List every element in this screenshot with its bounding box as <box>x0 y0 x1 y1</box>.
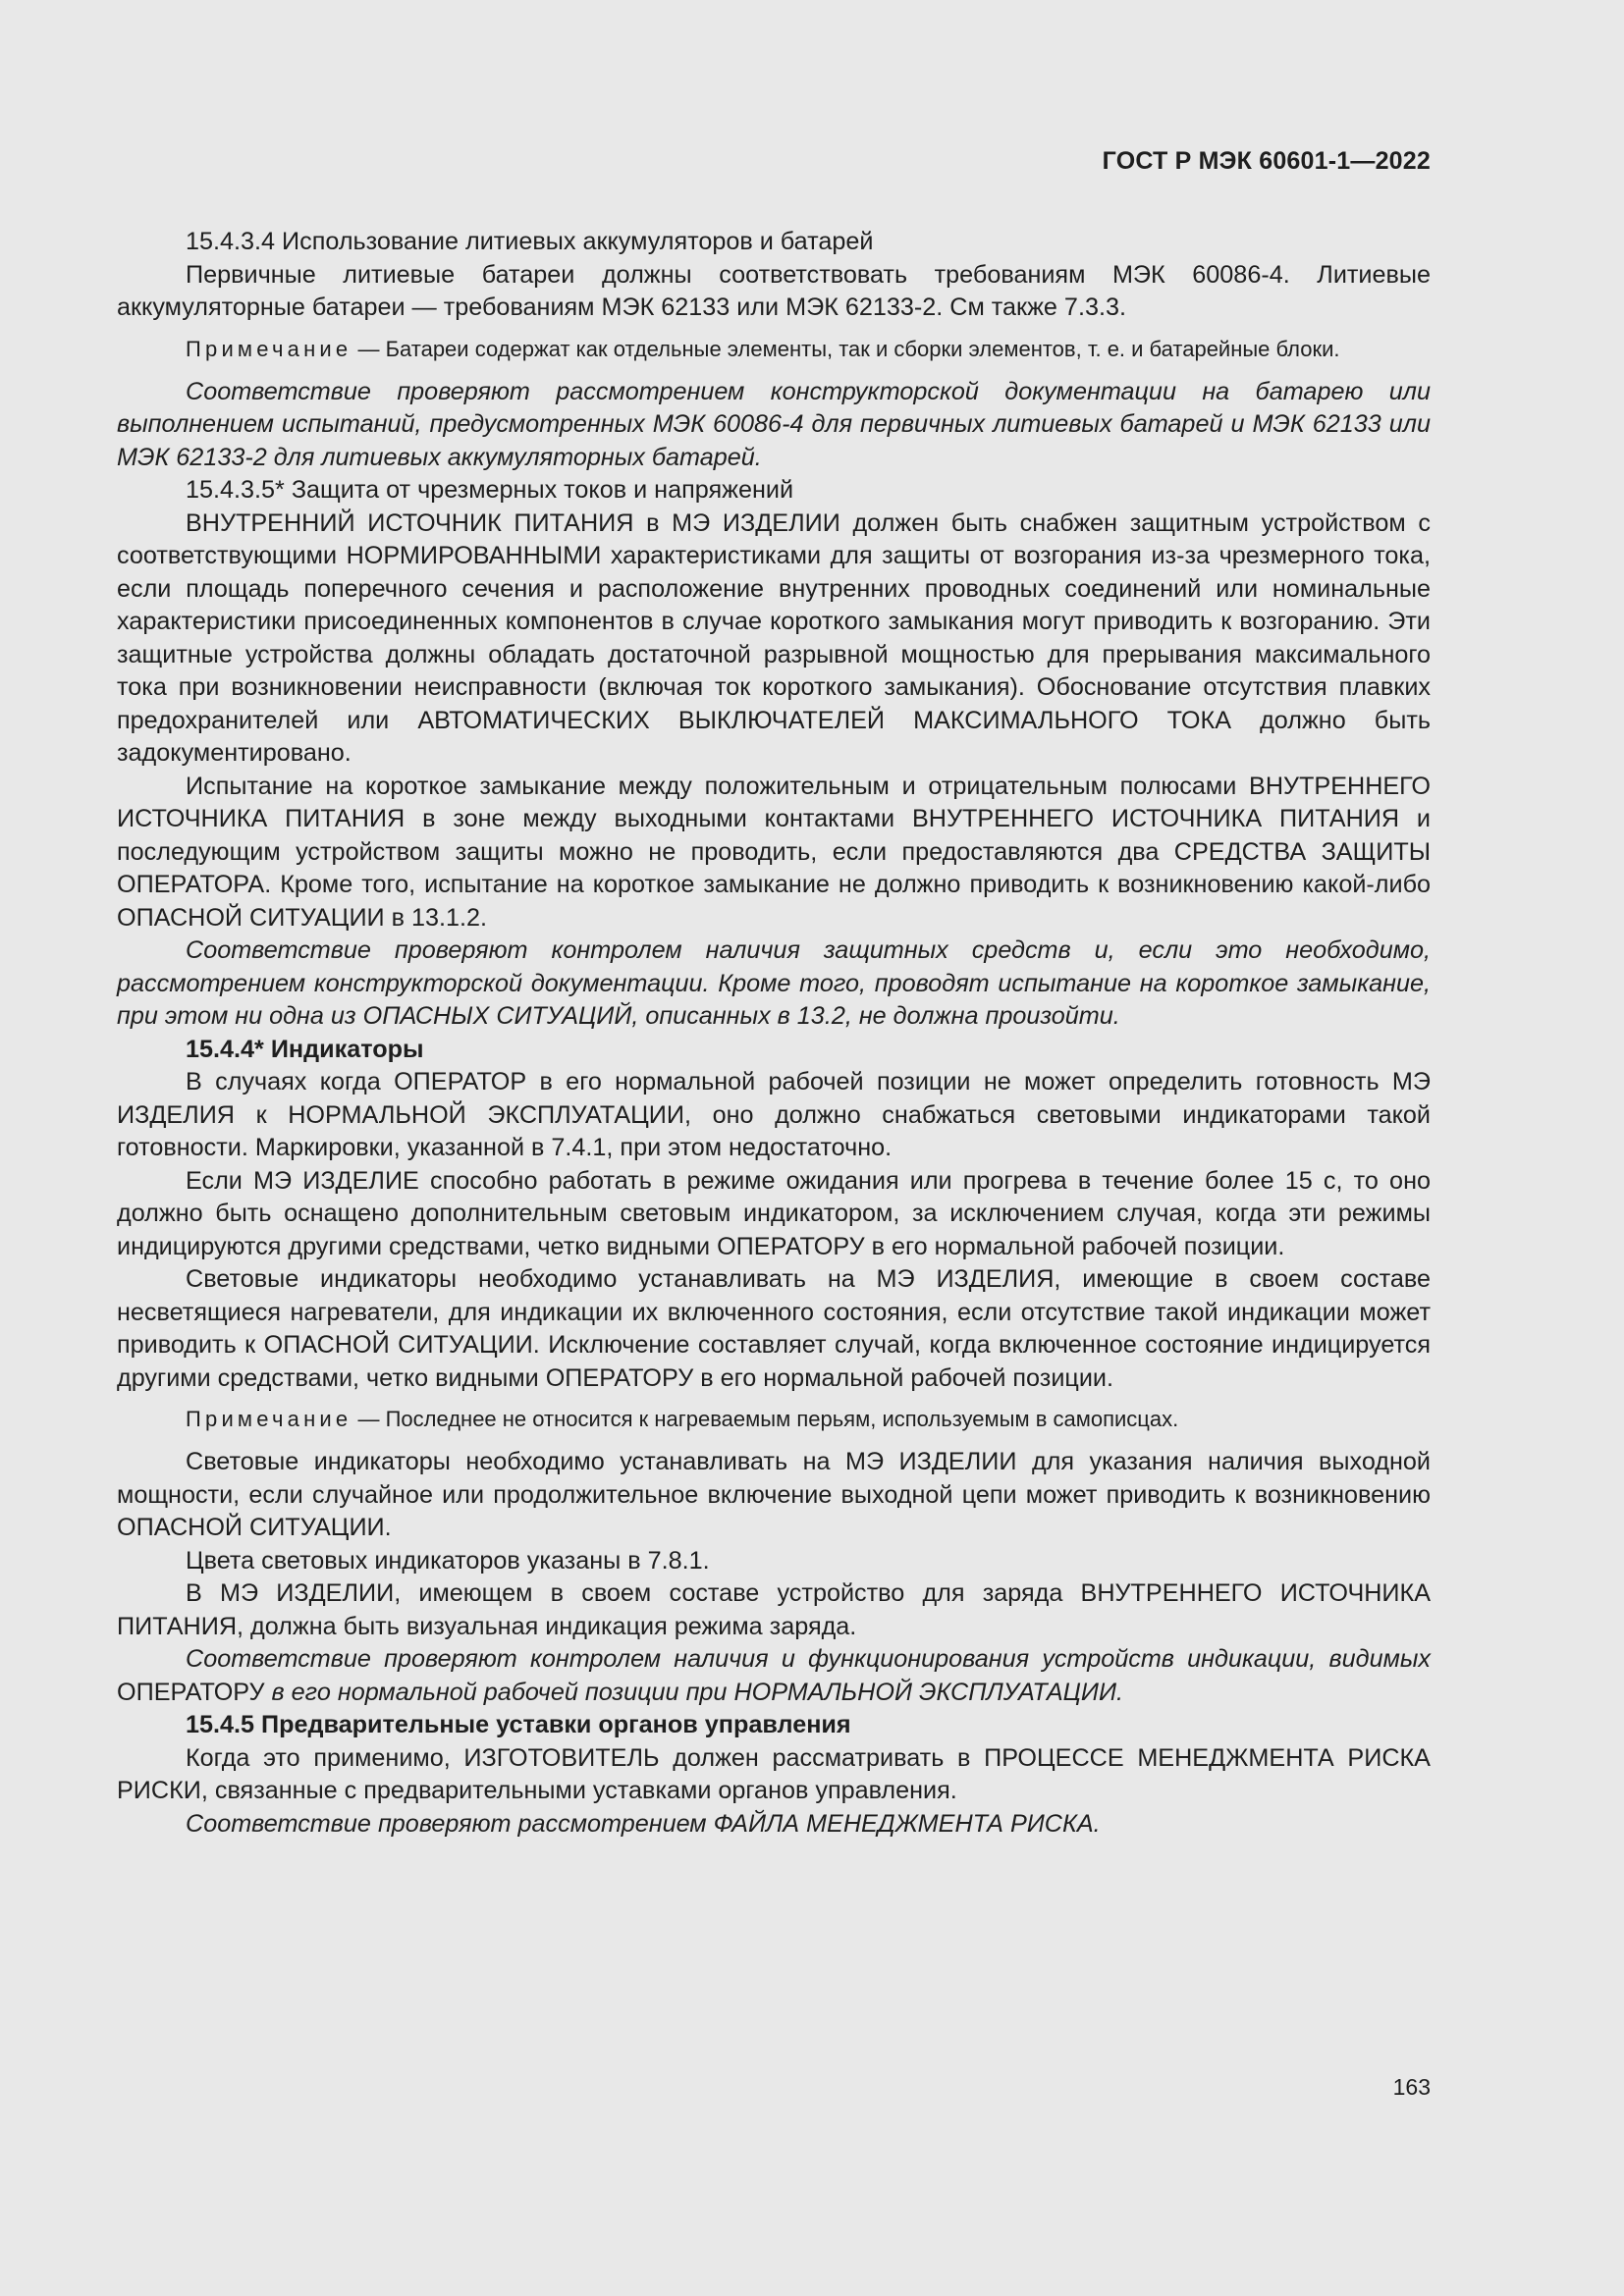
paragraph: Световые индикаторы необходимо устанавливать на МЭ ИЗДЕЛИИ для указания наличия выходной мощности, если случайное или продолжительное включение выходной цепи может приводить к возникновению ОПАСНОЙ СИТУАЦИИ. <box>117 1448 1431 1541</box>
compliance-text-regular: ОПЕРАТОРУ <box>117 1678 272 1706</box>
compliance-paragraph-mixed <box>117 1643 1431 1709</box>
paragraph: Световые индикаторы необходимо устанавливать на МЭ ИЗДЕЛИЯ, имеющие в своем составе несветящиеся нагреватели, для индикации их включенного состояния, если отсутствие такой индикации может приводить к ОПАСНОЙ СИТУАЦИИ. Исключение составляет случай, когда включенное состояние индицируется другими средствами, четко видными ОПЕРАТОРУ в его нормальной рабочей позиции. <box>117 1265 1431 1392</box>
paragraph: ВНУТРЕННИЙ ИСТОЧНИК ПИТАНИЯ в МЭ ИЗДЕЛИИ должен быть снабжен защитным устройством с соответствующими НОРМИРОВАННЫМИ характеристиками для защиты от возгорания из-за чрезмерного тока, если площадь поперечного сечения и расположение внутренних проводных соединений или номинальные характеристики присоединенных компонентов в случае короткого замыкания могут приводить к возгоранию. Эти защитные устройства должны обладать достаточной разрывной мощностью для прерывания максимального тока при возникновении неисправности (включая ток короткого замыкания). Обоснование отсутствия плавких предохранителей или АВТОМАТИЧЕСКИХ ВЫКЛЮЧАТЕЛЕЙ МАКСИМАЛЬНОГО ТОКА должно быть задокументировано. <box>117 508 1431 767</box>
paragraph: Испытание на короткое замыкание между положительным и отрицательным полюсами ВНУТРЕННЕГО ИСТОЧНИКА ПИТАНИЯ в зоне между выходными контактами ВНУТРЕННЕГО ИСТОЧНИКА ПИТАНИЯ и последующим устройством защиты можно не проводить, если предоставляются два СРЕДСТВА ЗАЩИТЫ ОПЕРАТОРА. Кроме того, испытание на короткое замыкание не должно приводить к возникновению какой-либо ОПАСНОЙ СИТУАЦИИ в 13.1.2. <box>117 772 1431 932</box>
note-label: Примечание <box>186 336 352 361</box>
page-number: 163 <box>1392 2074 1431 2100</box>
paragraph: В МЭ ИЗДЕЛИИ, имеющем в своем составе устройство для заряда ВНУТРЕННЕГО ИСТОЧНИКА ПИТАНИЯ, должна быть визуальная индикация режима заряда. <box>117 1579 1431 1640</box>
clause-title: 15.4.3.4 Использование литиевых аккумуляторов и батарей <box>186 228 874 255</box>
note-label: Примечание <box>186 1407 352 1431</box>
compliance-paragraph: Соответствие проверяют рассмотрением конструкторской документации на батарею или выполнением испытаний, предусмотренных МЭК 60086-4 для первичных литиевых батарей и МЭК 62133 или МЭК 62133-2 для литиевых аккумуляторных батарей. <box>117 377 1431 471</box>
note <box>117 1405 1431 1434</box>
paragraph: В случаях когда ОПЕРАТОР в его нормальной рабочей позиции не может определить готовность МЭ ИЗДЕЛИЯ к НОРМАЛЬНОЙ ЭКСПЛУАТАЦИИ, оно должно снабжаться световыми индикаторами такой готовности. Маркировки, указанной в 7.4.1, при этом недостаточно. <box>117 1068 1431 1161</box>
paragraph: Цвета световых индикаторов указаны в 7.8.1. <box>186 1546 710 1575</box>
section-heading: 15.4.5 Предварительные уставки органов управления <box>186 1711 851 1738</box>
compliance-text-italic: Соответствие проверяют контролем наличия и функционирования устройств индикации, видимых <box>186 1645 1431 1673</box>
note-text: — Последнее не относится к нагреваемым перьям, используемым в самописцах. <box>352 1407 1179 1431</box>
note <box>117 335 1431 364</box>
document-code-header: ГОСТ Р МЭК 60601-1—2022 <box>1102 147 1431 175</box>
page-content <box>117 226 1431 1841</box>
paragraph: Если МЭ ИЗДЕЛИЕ способно работать в режиме ожидания или прогрева в течение более 15 с, то оно должно быть оснащено дополнительным световым индикатором, за исключением случая, когда эти режимы индицируются другими средствами, четко видными ОПЕРАТОРУ в его нормальной рабочей позиции. <box>117 1166 1431 1260</box>
compliance-paragraph: Соответствие проверяют контролем наличия защитных средств и, если это необходимо, рассмотрением конструкторской документации. Кроме того, проводят испытание на короткое замыкание, при этом ни одна из ОПАСНЫХ СИТУАЦИЙ, описанных в 13.2, не должна произойти. <box>117 936 1431 1030</box>
compliance-text-italic: в его нормальной рабочей позиции при НОРМАЛЬНОЙ ЭКСПЛУАТАЦИИ. <box>271 1678 1123 1706</box>
note-text: — Батареи содержат как отдельные элементы, так и сборки элементов, т. е. и батарейные блоки. <box>352 336 1340 361</box>
compliance-paragraph: Соответствие проверяют рассмотрением ФАЙЛА МЕНЕДЖМЕНТА РИСКА. <box>186 1809 1101 1838</box>
paragraph: Когда это применимо, ИЗГОТОВИТЕЛЬ должен рассматривать в ПРОЦЕССЕ МЕНЕДЖМЕНТА РИСКА РИСКИ, связанные с предварительными уставками органов управления. <box>117 1743 1431 1804</box>
paragraph: Первичные литиевые батареи должны соответствовать требованиям МЭК 60086-4. Литиевые аккумуляторные батареи — требованиям МЭК 62133 или МЭК 62133-2. См также 7.3.3. <box>117 260 1431 321</box>
section-heading: 15.4.4* Индикаторы <box>186 1035 424 1063</box>
clause-title: 15.4.3.5* Защита от чрезмерных токов и напряжений <box>186 476 794 504</box>
